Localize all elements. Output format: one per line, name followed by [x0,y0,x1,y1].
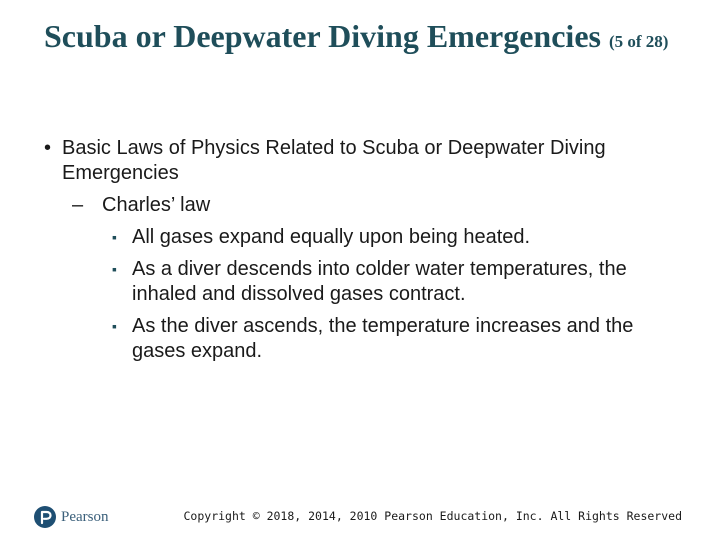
pearson-logo-text: Pearson [61,508,109,525]
slide-title-main: Scuba or Deepwater Diving Emergencies [44,18,601,54]
bullet-level3 [44,225,684,250]
slide-title [44,18,684,60]
bullet-text: All gases expand equally upon being heated. [132,226,531,248]
dash-marker: – [72,194,84,216]
bullet-text: As a diver descends into colder water temperatures, the inhaled and dissolved gases contract. [132,258,627,305]
bullet-text: Charles’ law [102,194,211,216]
square-bullet-icon: ▪ [112,261,117,277]
bullet-level1 [44,136,684,186]
copyright-notice: Copyright © 2018, 2014, 2010 Pearson Education, Inc. All Rights Reserved [183,509,682,523]
pearson-logo [34,505,109,529]
bullet-text: Basic Laws of Physics Related to Scuba or Deepwater Diving Emergencies [62,137,606,184]
bullet-level3 [44,257,684,307]
bullet-text: As the diver ascends, the temperature increases and the gases expand. [132,315,634,362]
bullet-level3 [44,314,684,364]
pearson-logo-icon [34,506,56,528]
square-bullet-icon: ▪ [112,318,117,334]
slide-content [44,136,684,371]
bullet-marker: • [44,137,52,159]
slide-counter: (5 of 28) [608,32,669,51]
square-bullet-icon: ▪ [112,229,117,245]
bullet-level2 [44,193,684,218]
